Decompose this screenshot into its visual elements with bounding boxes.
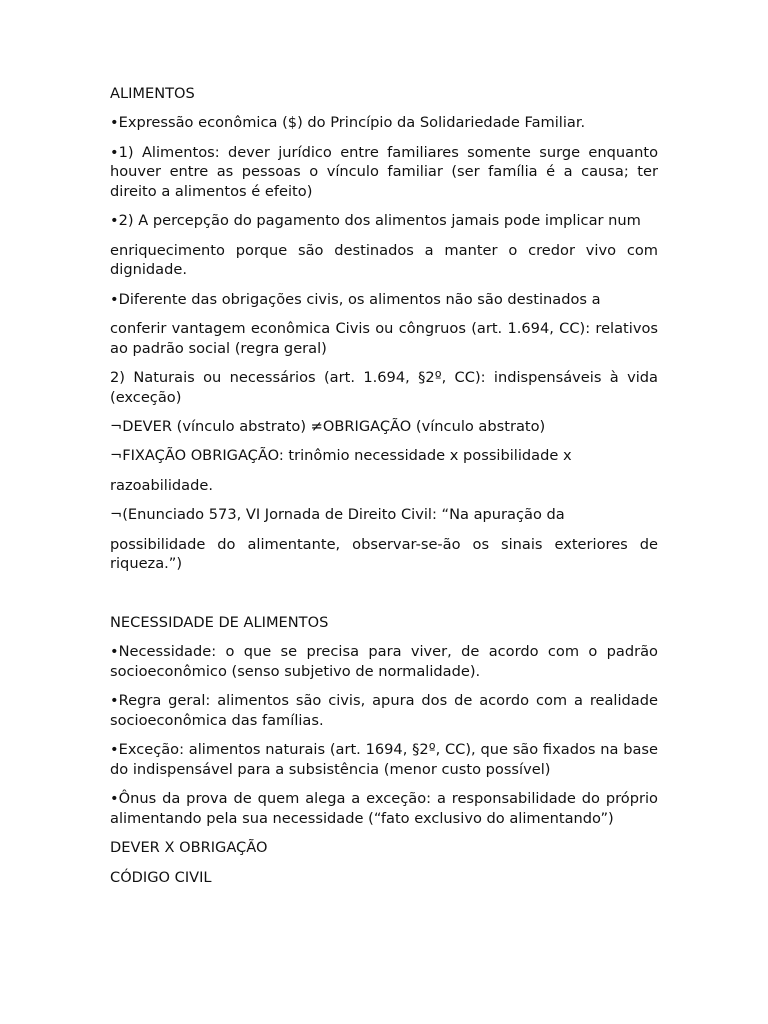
paragraph: •Exceção: alimentos naturais (art. 1694, §2º, CC), que são fixados na base do indispensável para a subsistência (menor custo possível) <box>110 741 658 778</box>
paragraph: •Regra geral: alimentos são civis, apura dos de acordo com a realidade socioeconômica das famílias. <box>110 692 658 729</box>
paragraph: conferir vantagem econômica Civis ou côngruos (art. 1.694, CC): relativos ao padrão social (regra geral) <box>110 320 658 357</box>
section-title-necessidade: NECESSIDADE DE ALIMENTOS <box>110 614 329 632</box>
paragraph: •Diferente das obrigações civis, os alimentos não são destinados a <box>110 290 601 308</box>
paragraph: razoabilidade. <box>110 476 213 494</box>
section-title-dever-obrigacao: DEVER X OBRIGAÇÃO <box>110 839 268 857</box>
paragraph: •2) A percepção do pagamento dos alimentos jamais pode implicar num <box>110 212 641 230</box>
paragraph: 2) Naturais ou necessários (art. 1.694, §2º, CC): indispensáveis à vida (exceção) <box>110 369 658 406</box>
paragraph: •Necessidade: o que se precisa para viver, de acordo com o padrão socioeconômico (senso subjetivo de normalidade). <box>110 643 658 681</box>
paragraph: •Expressão econômica ($) do Princípio da Solidariedade Familiar. <box>110 114 586 132</box>
paragraph: enriquecimento porque são destinados a manter o credor vivo com dignidade. <box>110 241 658 279</box>
section-title-codigo-civil: CÓDIGO CIVIL <box>110 868 212 886</box>
paragraph: •1) Alimentos: dever jurídico entre familiares somente surge enquanto houver entre as pessoas o vínculo familiar (ser família é a causa; ter direito a alimentos é efeito) <box>110 143 658 200</box>
document-body <box>110 84 658 897</box>
section-title-alimentos: ALIMENTOS <box>110 85 195 102</box>
paragraph: ¬DEVER (vínculo abstrato) ≠OBRIGAÇÃO (vínculo abstrato) <box>110 418 546 436</box>
paragraph: ¬FIXAÇÃO OBRIGAÇÃO: trinômio necessidade x possibilidade x <box>110 447 572 465</box>
section-spacer <box>110 584 658 613</box>
paragraph: possibilidade do alimentante, observar-se-ão os sinais exteriores de riqueza.”) <box>110 535 658 573</box>
paragraph: ¬(Enunciado 573, VI Jornada de Direito Civil: “Na apuração da <box>110 506 565 524</box>
paragraph: •Ônus da prova de quem alega a exceção: a responsabilidade do próprio alimentando pela sua necessidade (“fato exclusivo do alimentando”) <box>110 790 658 827</box>
